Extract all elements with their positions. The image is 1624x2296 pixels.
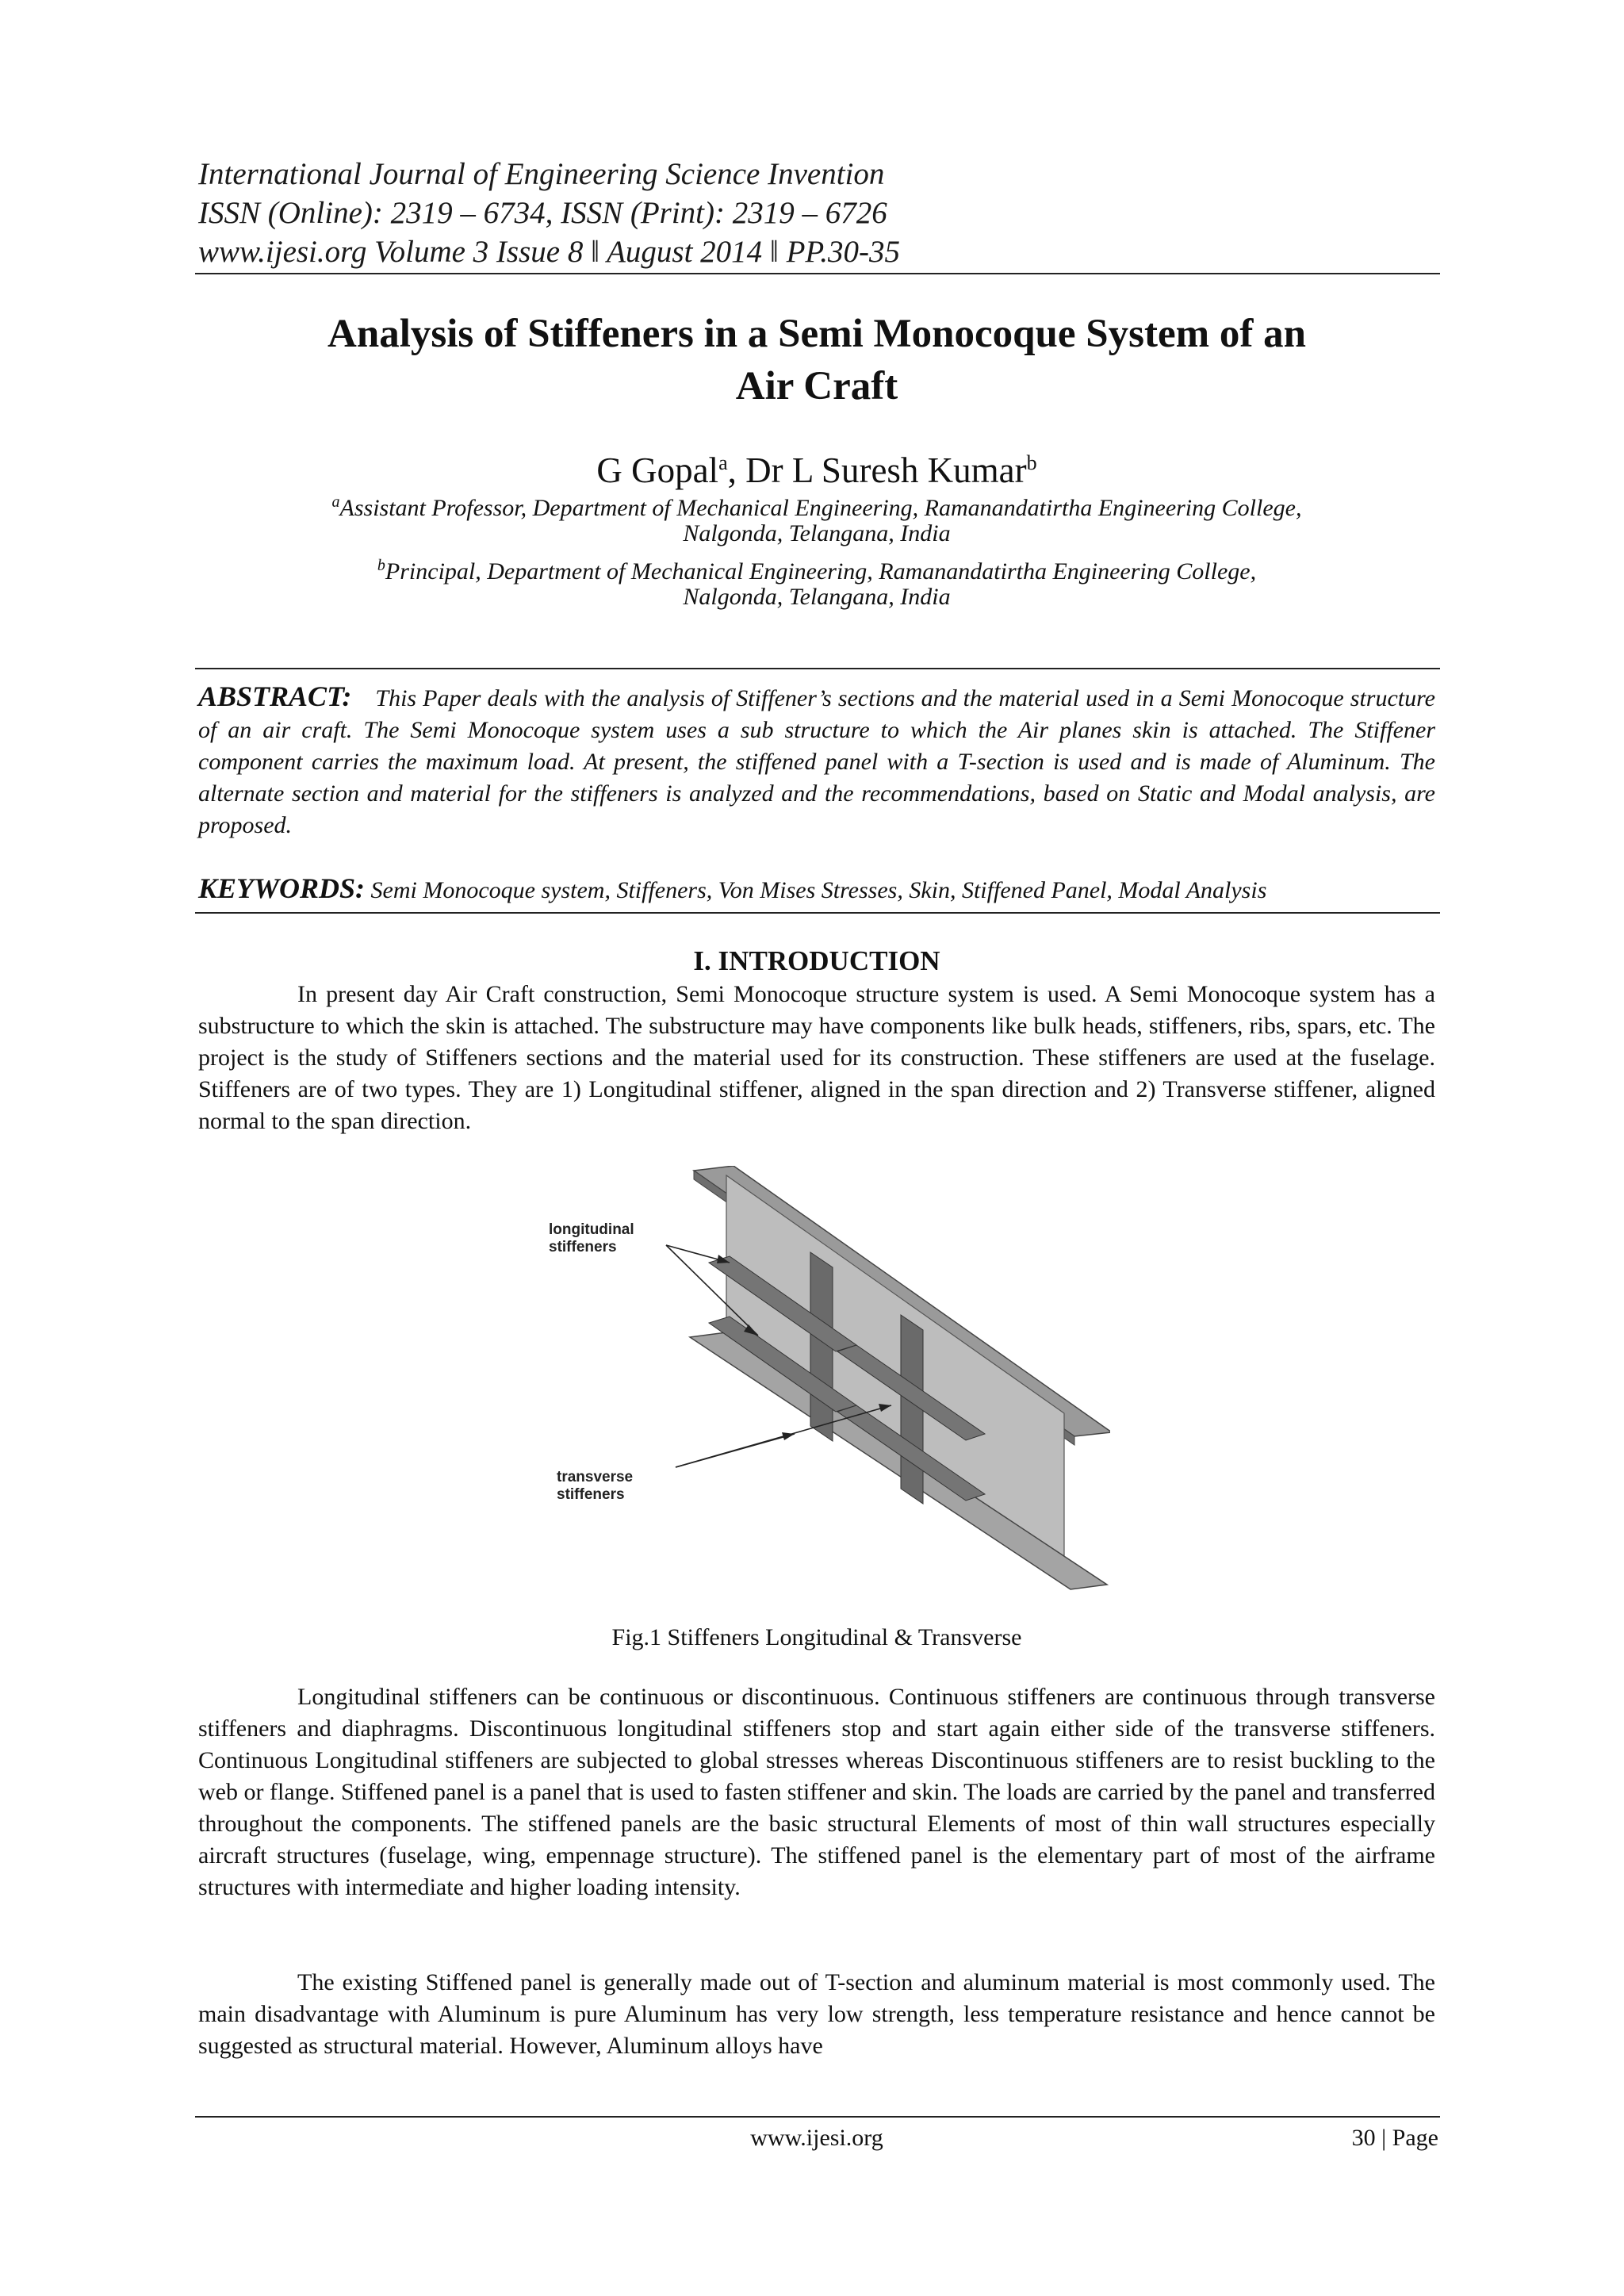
label-longitudinal-2: stiffeners — [549, 1239, 617, 1255]
paper-title-line2: Air Craft — [735, 364, 898, 408]
intro-paragraph-2-text: Longitudinal stiffeners can be continuous or discontinuous. Continuous stiffeners are continuous through transverse stiffeners and diaphragms. Discontinuous longitudinal stiffeners stop and start again either side of the transverse stiffeners. Continuous Longitudinal stiffeners are subjected to global stresses whereas Discontinuous stiffeners are to resist buckling to the web or flange. Stiffened panel is a panel that is used to fasten stiffener and skin. The loads are carried by the panel and transferred throughout the components. The stiffened panels are the basic structural Elements of most of thin wall structures especially aircraft structures (fuselage, wing, empennage structure). The stiffened panel is the elementary part of most of the airframe structures with intermediate and higher loading intensity. — [198, 1684, 1435, 1900]
author-1-sup: a — [718, 451, 728, 474]
intro-paragraph-3 — [198, 1967, 1435, 2062]
author-2-sup: b — [1026, 451, 1037, 474]
label-transverse-2: stiffeners — [557, 1486, 625, 1503]
label-transverse-1: transverse — [557, 1469, 634, 1485]
intro-paragraph-2 — [198, 1681, 1435, 1903]
section-heading: I. INTRODUCTION — [693, 945, 940, 976]
keywords-text: Semi Monocoque system, Stiffeners, Von Mises Stresses, Skin, Stiffened Panel, Modal Analysis — [365, 877, 1267, 903]
footer-rule — [195, 2116, 1440, 2118]
journal-issn: ISSN (Online): 2319 – 6734, ISSN (Print): 2319 – 6726 — [198, 196, 887, 230]
abstract-text: This Paper deals with the analysis of Stiffener’s sections and the material used in a Semi Monocoque structure of an air craft. The Semi Monocoque system uses a sub structure to which the Air planes skin is attached. The Stiffener component carries the maximum load. At present, the stiffened panel with a T-section is used and is made of Aluminum. The alternate section and material for the stiffeners is analyzed and the recommendations, based on Static and Modal analysis, are proposed. — [198, 685, 1435, 838]
footer-url: www.ijesi.org — [750, 2125, 883, 2151]
abstract — [198, 680, 1435, 841]
affiliation-a-text: Assistant Professor, Department of Mechanical Engineering, Ramanandatirtha Engineering College, — [339, 495, 1302, 521]
author-line — [198, 443, 1435, 491]
author-2: Dr L Suresh Kumar — [745, 450, 1027, 490]
intro-paragraph-3-text: The existing Stiffened panel is generally made out of T-section and aluminum material is most commonly used. The main disadvantage with Aluminum is pure Aluminum has very low strength, less temperature resistance and hence cannot be suggested as structural material. However, Aluminum alloys have — [198, 1969, 1435, 2059]
journal-volume: www.ijesi.org Volume 3 Issue 8 ǁ August 2014 ǁ PP.30-35 — [198, 235, 900, 269]
figure-caption: Fig.1 Stiffeners Longitudinal & Transverse — [611, 1624, 1022, 1650]
paper-title-line1: Analysis of Stiffeners in a Semi Monocoque System of an — [327, 312, 1306, 356]
transverse-stiffener-2 — [901, 1315, 923, 1504]
keywords-rule — [195, 912, 1440, 914]
affiliation-a-line2: Nalgonda, Telangana, India — [683, 520, 951, 546]
abstract-label: ABSTRACT: — [198, 680, 352, 712]
keywords — [198, 872, 1435, 907]
abstract-top-rule — [195, 668, 1440, 669]
footer-page-number: 30 | Page — [1351, 2125, 1438, 2151]
keywords-label: KEYWORDS: — [198, 872, 366, 904]
label-longitudinal-1: longitudinal — [549, 1221, 634, 1238]
affiliation-b-line2: Nalgonda, Telangana, India — [683, 584, 951, 610]
intro-paragraph-1-text: In present day Air Craft construction, Semi Monocoque structure system is used. A Semi Monocoque system has a substructure to which the skin is attached. The substructure may have components like bulk heads, stiffeners, ribs, spars, etc. The project is the study of Stiffeners sections and the material used for its construction. These stiffeners are used at the fuselage. Stiffeners are of two types. They are 1) Longitudinal stiffener, aligned in the span direction and 2) Transverse stiffener, aligned normal to the span direction. — [198, 981, 1435, 1134]
affiliation-a-sup: a — [331, 493, 340, 511]
intro-paragraph-1 — [198, 979, 1435, 1137]
stiffeners-figure — [539, 1166, 1110, 1594]
affiliation-b-sup: b — [377, 557, 385, 574]
header-rule — [195, 273, 1440, 274]
journal-name: International Journal of Engineering Science Invention — [198, 157, 885, 191]
affiliation-b-text: Principal, Department of Mechanical Engineering, Ramanandatirtha Engineering College, — [385, 558, 1257, 585]
author-separator: , — [727, 450, 746, 490]
author-1: G Gopal — [596, 450, 719, 490]
